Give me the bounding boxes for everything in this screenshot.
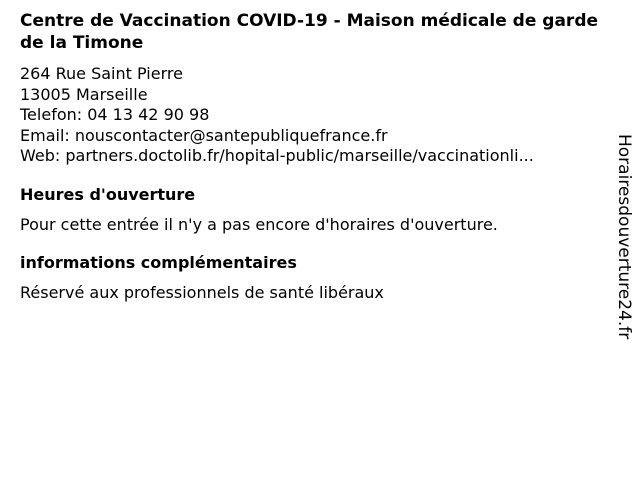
page-title: Centre de Vaccination COVID-19 - Maison médicale de garde de la Timone [20,11,599,53]
listing-content [20,10,610,303]
street-address: 264 Rue Saint Pierre [20,64,183,83]
opening-hours-heading: Heures d'ouverture [20,184,196,204]
site-brand: Horairesdouverture24.fr [614,134,634,340]
opening-hours-text: Pour cette entrée il n'y a pas encore d'horaires d'ouverture. [20,214,498,234]
phone-number[interactable]: Telefon: 04 13 42 90 98 [20,105,210,124]
additional-info-heading: informations complémentaires [20,252,297,272]
email-address[interactable]: Email: nouscontacter@santepubliquefrance.fr [20,125,388,145]
city-address: 13005 Marseille [20,84,148,104]
additional-info-text: Réservé aux professionnels de santé libéraux [20,282,384,302]
website-link[interactable]: Web: partners.doctolib.fr/hopital-public/marseille/vaccinationli... [20,146,534,165]
address-block [20,64,610,167]
